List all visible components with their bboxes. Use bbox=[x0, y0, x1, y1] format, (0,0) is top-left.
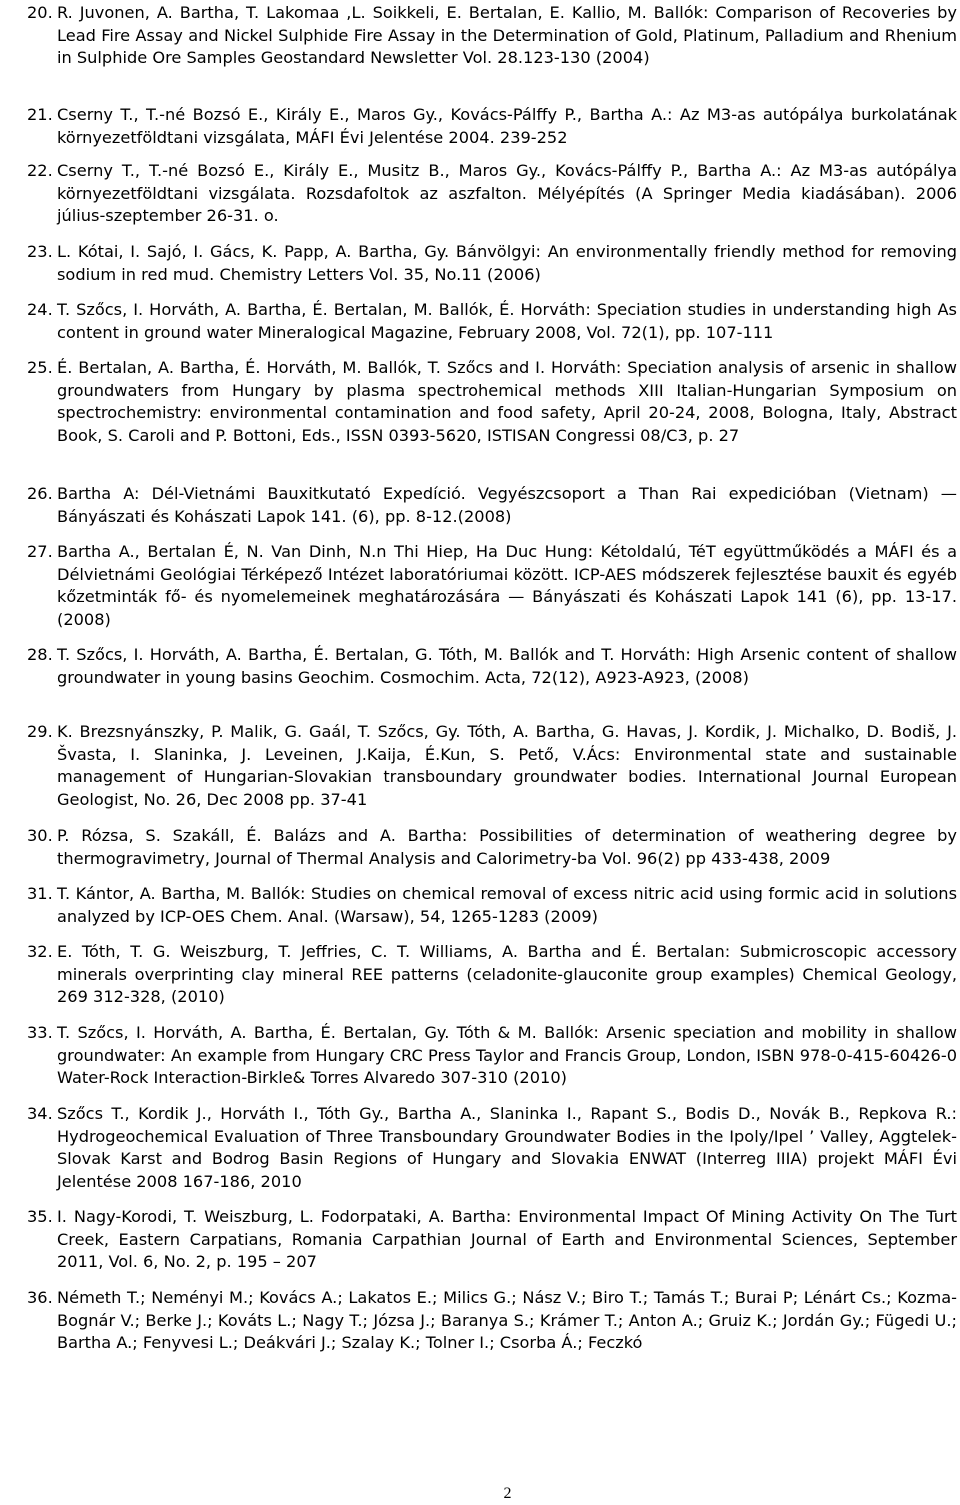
reference-24 bbox=[27, 299, 957, 344]
document-page bbox=[27, 0, 957, 1505]
reference-27 bbox=[27, 541, 957, 631]
reference-text: T. Szőcs, I. Horváth, A. Bartha, É. Bertalan, M. Ballók, É. Horváth: Speciation studies in understanding high As content in ground water Mineralogical Magazine, February 2008, Vol. 72(1), pp. 107-111 bbox=[57, 300, 957, 342]
reference-text: Bartha A: Dél-Vietnámi Bauxitkutató Expedíció. Vegyészcsoport a Than Rai expedicióban (Vietnam) — Bányászati és Kohászati Lapok 141. (6), pp. 8-12.(2008) bbox=[57, 484, 957, 526]
reference-text: Szőcs T., Kordik J., Horváth I., Tóth Gy., Bartha A., Slaninka I., Rapant S., Bodis D., Novák B., Repkova R.: Hydrogeochemical Evaluation of Three Transboundary Groundwater Bodies in the Ipoly/Ipel ’ Valley, Aggtelek-Slovak Karst and Bodrog Basin Regions of Hungary and Slovakia ENWAT (Interreg IIIA) projekt MÁFI Évi Jelentése 2008 167-186, 2010 bbox=[57, 1104, 957, 1191]
reference-number: 26. bbox=[27, 484, 53, 503]
reference-text: R. Juvonen, A. Bartha, T. Lakomaa ,L. Soikkeli, E. Bertalan, E. Kallio, M. Ballók: Comparison of Recoveries by Lead Fire Assay and Nickel Sulphide Fire Assay in the Determination of Gold, Platinum, Palladium and Rhenium in Sulphide Ore Samples Geostandard Newsletter Vol. 28.123-130 (2004) bbox=[57, 3, 957, 68]
reference-text: P. Rózsa, S. Szakáll, É. Balázs and A. Bartha: Possibilities of determination of weathering degree by thermogravimetry, Journal of Thermal Analysis and Calorimetry-ba Vol. 96(2) pp 433-438, 2009 bbox=[57, 826, 957, 868]
reference-36 bbox=[27, 1287, 957, 1355]
reference-20 bbox=[27, 2, 957, 70]
reference-number: 23. bbox=[27, 242, 53, 261]
reference-number: 31. bbox=[27, 884, 53, 903]
reference-text: E. Tóth, T. G. Weiszburg, T. Jeffries, C. T. Williams, A. Bartha and É. Bertalan: Submicroscopic accessory minerals overprinting clay mineral REE patterns (celadonite-glauconite group examples) Chemical Geology, 269 312-328, (2010) bbox=[57, 942, 957, 1007]
reference-number: 34. bbox=[27, 1104, 53, 1123]
reference-number: 21. bbox=[27, 105, 53, 124]
reference-33 bbox=[27, 1022, 957, 1090]
reference-26 bbox=[27, 483, 957, 528]
reference-text: É. Bertalan, A. Bartha, É. Horváth, M. Ballók, T. Szőcs and I. Horváth: Speciation analysis of arsenic in shallow groundwaters from Hungary by plasma spectrohemical methods XIII Italian-Hungarian Symposium on spectrochemistry: environmental contamination and food safety, April 20-24, 2008, Bologna, Italy, Abstract Book, S. Caroli and P. Bottoni, Eds., ISSN 0393-5620, ISTISAN Congressi 08/C3, p. 27 bbox=[57, 358, 957, 445]
reference-number: 22. bbox=[27, 161, 53, 180]
reference-text: T. Kántor, A. Bartha, M. Ballók: Studies on chemical removal of excess nitric acid using formic acid in solutions analyzed by ICP-OES Chem. Anal. (Warsaw), 54, 1265-1283 (2009) bbox=[57, 884, 957, 926]
reference-34 bbox=[27, 1103, 957, 1193]
reference-number: 27. bbox=[27, 542, 53, 561]
reference-text: T. Szőcs, I. Horváth, A. Bartha, É. Bertalan, Gy. Tóth & M. Ballók: Arsenic speciation and mobility in shallow groundwater: An example from Hungary CRC Press Taylor and Francis Group, London, ISBN 978-0-415-60426-0 Water-Rock Interaction-Birkle& Torres Alvaredo 307-310 (2010) bbox=[57, 1023, 957, 1088]
reference-number: 32. bbox=[27, 942, 53, 961]
reference-text: Cserny T., T.-né Bozsó E., Király E., Musitz B., Maros Gy., Kovács-Pálffy P., Bartha A.: Az M3-as autópálya környezetföldtani vizsgálata. Rozsdafoltok az aszfalton. Mélyépítés (A Springer Media kiadásában). 2006 július-szeptember 26-31. o. bbox=[57, 161, 957, 226]
reference-text: T. Szőcs, I. Horváth, A. Bartha, É. Bertalan, G. Tóth, M. Ballók and T. Horváth: High Arsenic content of shallow groundwater in young basins Geochim. Cosmochim. Acta, 72(12), A923-A923, (2008) bbox=[57, 645, 957, 687]
reference-text: Németh T.; Neményi M.; Kovács A.; Lakatos E.; Milics G.; Nász V.; Biro T.; Tamás T.; Burai P; Lénárt Cs.; Kozma-Bognár V.; Berke J.; Kováts L.; Nagy T.; Józsa J.; Baranya S.; Krámer T.; Anton A.; Gruiz K.; Jordán Gy.; Fügedi U.; Bartha A.; Fenyvesi L.; Deákvári J.; Szalay K.; Tolner I.; Csorba Á.; Feczkó bbox=[57, 1288, 957, 1353]
reference-number: 24. bbox=[27, 300, 53, 319]
reference-32 bbox=[27, 941, 957, 1009]
reference-number: 35. bbox=[27, 1207, 53, 1226]
reference-number: 36. bbox=[27, 1288, 53, 1307]
reference-number: 29. bbox=[27, 722, 53, 741]
reference-22 bbox=[27, 160, 957, 228]
reference-35 bbox=[27, 1206, 957, 1274]
reference-29 bbox=[27, 721, 957, 811]
reference-31 bbox=[27, 883, 957, 928]
reference-text: Cserny T., T.-né Bozsó E., Király E., Maros Gy., Kovács-Pálffy P., Bartha A.: Az M3-as autópálya burkolatának környezetföldtani vizsgálata, MÁFI Évi Jelentése 2004. 239-252 bbox=[57, 105, 957, 147]
reference-23 bbox=[27, 241, 957, 286]
reference-number: 30. bbox=[27, 826, 53, 845]
reference-25 bbox=[27, 357, 957, 447]
reference-text: K. Brezsnyánszky, P. Malik, G. Gaál, T. Szőcs, Gy. Tóth, A. Bartha, G. Havas, J. Kordik, J. Michalko, D. Bodiš, J. Švasta, I. Slaninka, J. Leveinen, J.Kaija, É.Kun, S. Pető, V.Ács: Environmental state and sustainable management of Hungarian-Slovakian transboundary groundwater bodies. International Journal European Geologist, No. 26, Dec 2008 pp. 37-41 bbox=[57, 722, 957, 809]
reference-30 bbox=[27, 825, 957, 870]
reference-21 bbox=[27, 104, 957, 149]
page-number: 2 bbox=[503, 1485, 512, 1502]
reference-number: 28. bbox=[27, 645, 53, 664]
reference-28 bbox=[27, 644, 957, 689]
reference-number: 25. bbox=[27, 358, 53, 377]
reference-text: I. Nagy-Korodi, T. Weiszburg, L. Fodorpataki, A. Bartha: Environmental Impact Of Mining Activity On The Turt Creek, Eastern Carpatians, Romania Carpathian Journal of Earth and Environmental Sciences, September 2011, Vol. 6, No. 2, p. 195 – 207 bbox=[57, 1207, 957, 1272]
reference-number: 20. bbox=[27, 3, 53, 22]
reference-text: Bartha A., Bertalan É, N. Van Dinh, N.n Thi Hiep, Ha Duc Hung: Kétoldalú, TéT együttműködés a MÁFI és a Délvietnámi Geológiai Térképező Intézet laboratóriumai között. ICP-AES módszerek fejlesztése bauxit és egyéb kőzetminták fő- és nyomelemeinek meghatározására — Bányászati és Kohászati Lapok 141 (6), pp. 13-17. (2008) bbox=[57, 542, 957, 629]
reference-number: 33. bbox=[27, 1023, 53, 1042]
reference-text: L. Kótai, I. Sajó, I. Gács, K. Papp, A. Bartha, Gy. Bánvölgyi: An environmentally friendly method for removing sodium in red mud. Chemistry Letters Vol. 35, No.11 (2006) bbox=[57, 242, 957, 284]
